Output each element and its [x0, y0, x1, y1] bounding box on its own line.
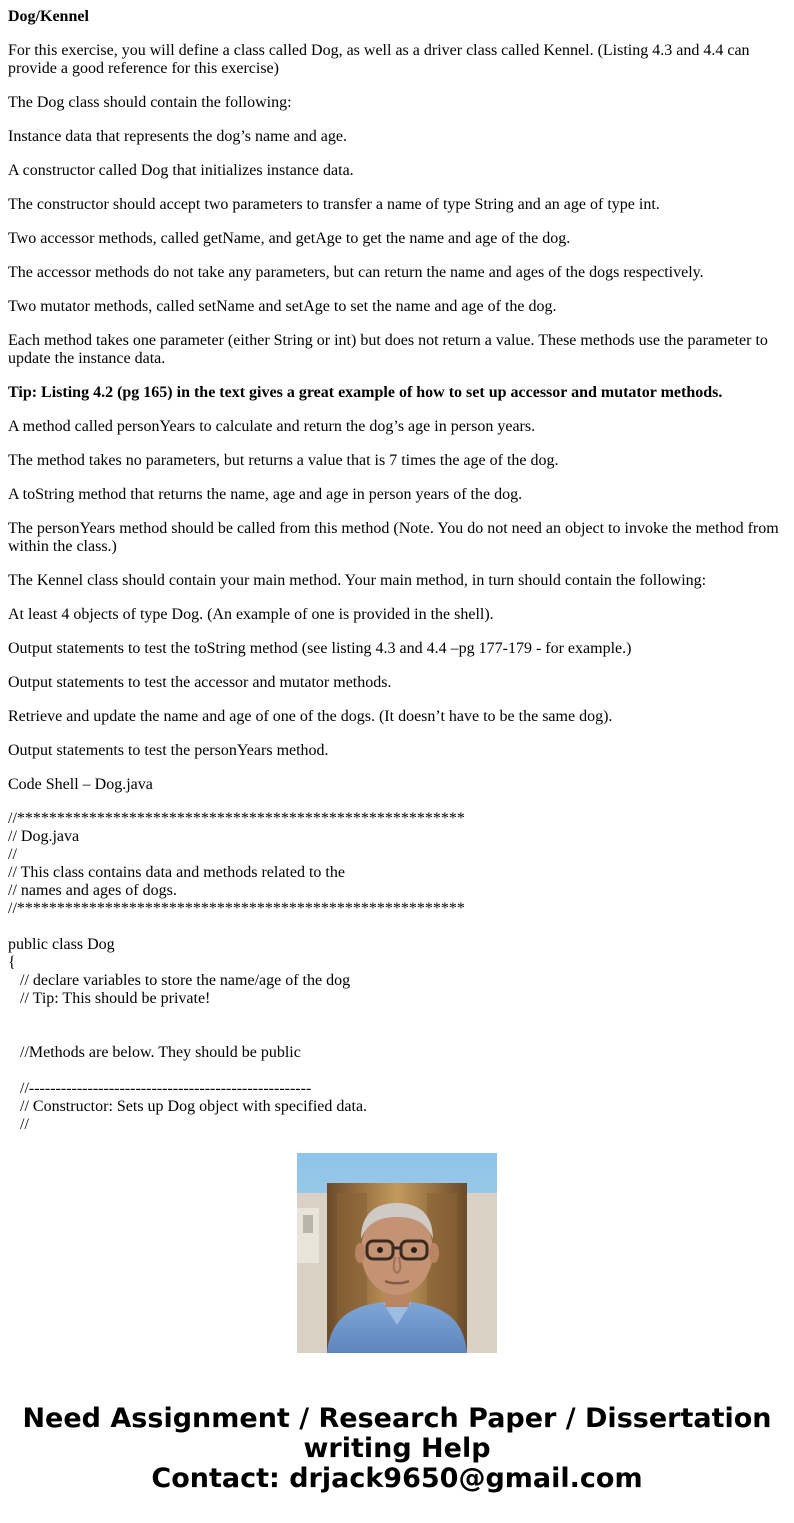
avatar — [297, 1153, 497, 1353]
banner-line-2: writing Help — [303, 1433, 491, 1464]
code-line: // — [8, 1116, 29, 1133]
paragraph-accessor-details: The accessor methods do not take any parameters, but can return the name and ages of the dogs respectively. — [8, 264, 704, 281]
code-line: //----------------------------------------------------- — [8, 1080, 312, 1097]
code-line — [8, 1008, 786, 1026]
code-line: { — [8, 954, 16, 971]
code-line: public class Dog — [8, 936, 115, 953]
paragraph-output-tostring: Output statements to test the toString method (see listing 4.3 and 4.4 –pg 177-179 - for example.) — [8, 640, 632, 657]
code-line: //******************************************************** — [8, 810, 465, 827]
tip-paragraph: Tip: Listing 4.2 (pg 165) in the text gives a great example of how to set up accessor and mutator methods. — [8, 384, 723, 401]
paragraph-dog-class-contains: The Dog class should contain the following: — [8, 94, 292, 111]
banner-contact-line: Contact: drjack9650@gmail.com — [151, 1463, 643, 1494]
paragraph-retrieve-update: Retrieve and update the name and age of one of the dogs. (It doesn’t have to be the same dog). — [8, 708, 613, 725]
avatar-portrait — [297, 1153, 497, 1353]
paragraph-accessor-methods: Two accessor methods, called getName, and getAge to get the name and age of the dog. — [8, 230, 571, 247]
paragraph-tostring-details: The personYears method should be called from this method (Note. You do not need an object to invoke the method from within the class.) — [8, 520, 779, 555]
paragraph-instance-data: Instance data that represents the dog’s name and age. — [8, 128, 347, 145]
banner-line-1: Need Assignment / Research Paper / Dissertation — [22, 1403, 772, 1434]
paragraph-person-years: A method called personYears to calculate and return the dog’s age in person years. — [8, 418, 536, 435]
paragraph-constructor: A constructor called Dog that initializes instance data. — [8, 162, 354, 179]
document-title: Dog/Kennel — [8, 8, 89, 25]
code-line: // names and ages of dogs. — [8, 882, 177, 899]
paragraph-output-person-years: Output statements to test the personYears method. — [8, 742, 329, 759]
code-line: // Tip: This should be private! — [8, 990, 211, 1007]
code-line: // Dog.java — [8, 828, 80, 845]
code-line: //Methods are below. They should be public — [8, 1044, 301, 1061]
code-shell-block — [8, 810, 786, 1133]
code-line: // Constructor: Sets up Dog object with specified data. — [8, 1098, 368, 1115]
paragraph-mutator-methods: Two mutator methods, called setName and setAge to set the name and age of the dog. — [8, 298, 557, 315]
code-line — [8, 918, 786, 936]
code-line — [8, 1062, 786, 1080]
paragraph-constructor-params: The constructor should accept two parameters to transfer a name of type String and an age of type int. — [8, 196, 660, 213]
paragraph-mutator-details: Each method takes one parameter (either String or int) but does not return a value. These methods use the parameter to update the instance data. — [8, 332, 768, 367]
code-line — [8, 1026, 786, 1044]
paragraph-tostring: A toString method that returns the name, age and age in person years of the dog. — [8, 486, 523, 503]
code-line: // This class contains data and methods related to the — [8, 864, 345, 881]
document-content — [8, 8, 786, 1133]
paragraph-output-accessors: Output statements to test the accessor and mutator methods. — [8, 674, 392, 691]
paragraph-person-years-details: The method takes no parameters, but returns a value that is 7 times the age of the dog. — [8, 452, 559, 469]
code-shell-heading: Code Shell – Dog.java — [8, 776, 153, 793]
intro-paragraph: For this exercise, you will define a class called Dog, as well as a driver class called Kennel. (Listing 4.3 and 4.4 can provide a good reference for this exercise) — [8, 42, 750, 77]
paragraph-kennel-class: The Kennel class should contain your main method. Your main method, in turn should contain the following: — [8, 572, 707, 589]
paragraph-dog-objects: At least 4 objects of type Dog. (An example of one is provided in the shell). — [8, 606, 494, 623]
code-line: // — [8, 846, 17, 863]
code-line: //******************************************************** — [8, 900, 465, 917]
code-line: // declare variables to store the name/age of the dog — [8, 972, 351, 989]
help-banner — [0, 1404, 794, 1494]
